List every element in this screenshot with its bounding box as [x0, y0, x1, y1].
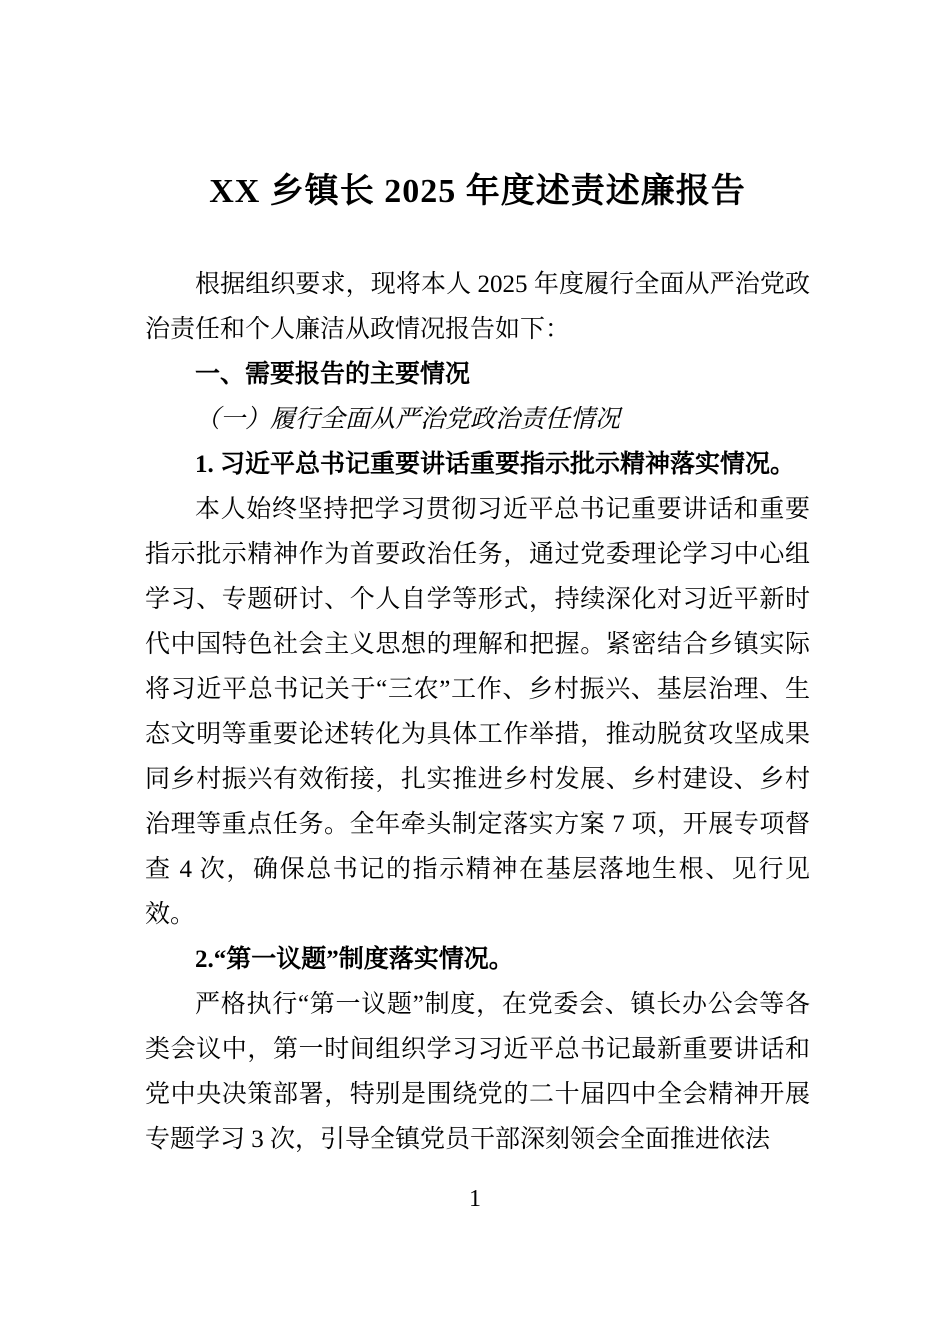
paragraph-item-2: 严格执行“第一议题”制度，在党委会、镇长办公会等各类会议中，第一时间组织学习习近平总书记最新重要讲话和党中央决策部署，特别是围绕党的二十届四中全会精神开展专题学习 3 次，引导全镇党员干部深刻领会全面推进依法 [145, 991, 810, 1153]
section-heading-main: 一、需要报告的主要情况 [195, 360, 471, 388]
page-number: 1 [469, 1186, 481, 1212]
paragraph-intro: 根据组织要求，现将本人 2025 年度履行全面从严治党政治责任和个人廉洁从政情况报告如下： [145, 271, 810, 343]
item-heading-1: 1. 习近平总书记重要讲话重要指示批示精神落实情况。 [195, 451, 796, 478]
subsection-heading: （一）履行全面从严治党政治责任情况 [195, 406, 621, 433]
document-title: XX 乡镇长 2025 年度述责述廉报告 [209, 173, 746, 210]
paragraph-item-1: 本人始终坚持把学习贯彻习近平总书记重要讲话和重要指示批示精神作为首要政治任务，通过党委理论学习中心组学习、专题研讨、个人自学等形式，持续深化对习近平新时代中国特色社会主义思想的理解和把握。紧密结合乡镇实际将习近平总书记关于“三农”工作、乡村振兴、基层治理、生态文明等重要论述转化为具体工作举措，推动脱贫攻坚成果同乡村振兴有效衔接，扎实推进乡村发展、乡村建设、乡村治理等重点任务。全年牵头制定落实方案 7 项，开展专项督查 4 次，确保总书记的指示精神在基层落地生根、见行见效。 [145, 496, 810, 928]
item-heading-2: 2.“第一议题”制度落实情况。 [195, 946, 514, 973]
